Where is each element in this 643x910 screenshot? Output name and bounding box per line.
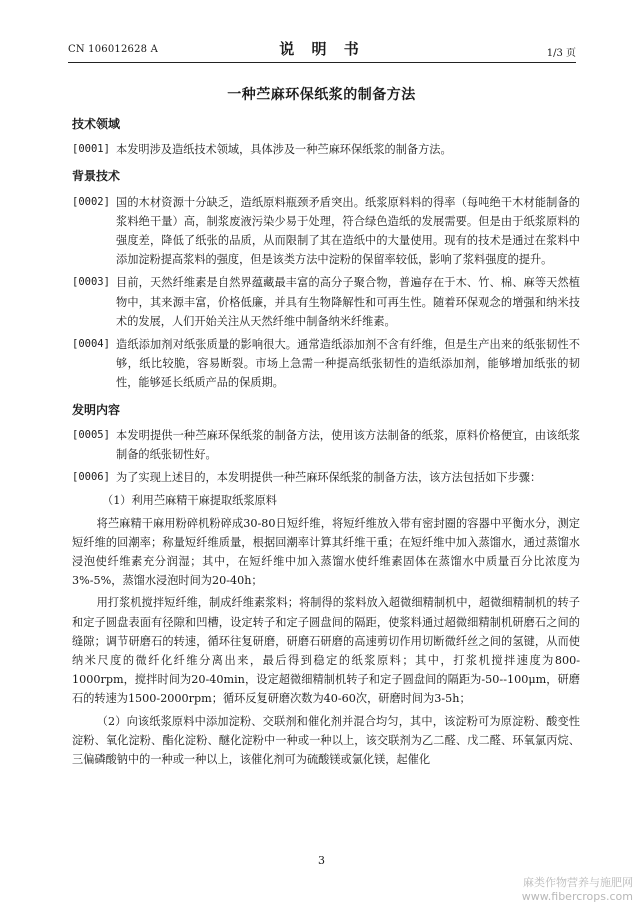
- header-divider: [68, 62, 576, 63]
- patent-number: CN 106012628 A: [68, 44, 159, 55]
- paragraph-number: [0006]: [72, 471, 110, 484]
- document-type: 说 明 书: [279, 40, 365, 58]
- paragraph-number: [0005]: [72, 428, 110, 441]
- section-heading-tech-field: 技术领域: [72, 117, 121, 131]
- step-heading: （1）利用苎麻精干麻提取纸浆原料: [102, 494, 277, 508]
- paragraph: [72, 468, 580, 487]
- paragraph-text: 目前，天然纤维素是自然界蕴藏最丰富的高分子聚合物，普遍存在于木、竹、棉、麻等天然植物中，其来源丰富，价格低廉，并具有生物降解性和可再生性。随着环保观念的增强和纳米技术的发展，人们开始关注从天然纤维中制备纳米纤维素。: [116, 276, 580, 328]
- paragraph-number: [0002]: [72, 195, 110, 208]
- watermark-name: 麻类作物营养与施肥网: [523, 876, 633, 889]
- watermark-url: www.fibercrops.com: [521, 890, 633, 903]
- document-title: 一种苎麻环保纸浆的制备方法: [227, 87, 416, 103]
- paragraph-text: 造纸添加剂对纸张质量的影响很大。通常造纸添加剂不含有纤维，但是生产出来的纸张韧性不够，纸比较脆，容易断裂。市场上急需一种提高纸张韧性的造纸添加剂，能够增加纸张的韧性，能够延长纸质产品的保质期。: [116, 338, 580, 390]
- paragraph: [72, 140, 580, 159]
- paragraph: [72, 273, 580, 331]
- paragraph: [72, 193, 580, 270]
- step-paragraph: 将苎麻精干麻用粉碎机粉碎成30-80日短纤维，将短纤维放入带有密封圈的容器中平衡水分，测定短纤维的回潮率；称量短纤维质量，根据回潮率计算其纤维干重；在短纤维中加入蒸馏水，通过蒸馏水浸泡使纤维素充分润湿；其中，在短纤维中加入蒸馏水使纤维素固体在蒸馏水中质量百分比浓度为3%-5%，蒸馏水浸泡时间为20-40h；: [72, 516, 580, 588]
- paragraph-text: 本发明涉及造纸技术领域，具体涉及一种苎麻环保纸浆的制备方法。: [116, 143, 452, 157]
- page-number: 3: [318, 854, 325, 867]
- paragraph-text: 国的木材资源十分缺乏，造纸原料瓶颈矛盾突出。纸浆原料料的得率（每吨绝干木材能制备的浆料绝干量）高，制浆废液污染少易于处理，符合绿色造纸的发展需要。但是由于纸浆原料的强度差，降低了纸张的品质，从而限制了其在造纸中的大量使用。现有的技术是通过在浆料中添加淀粉提高浆料的强度，但是该类方法中淀粉的保留率较低，影响了浆料强度的提升。: [116, 195, 580, 267]
- page-of-indicator: 1/3 页: [546, 48, 576, 59]
- section-heading-summary: 发明内容: [72, 402, 121, 417]
- paragraph-text: 本发明提供一种苎麻环保纸浆的制备方法，使用该方法制备的纸浆，原料价格便宜，由该纸浆制备的纸张韧性好。: [116, 428, 580, 462]
- paragraph-number: [0004]: [72, 338, 110, 351]
- paragraph-number: [0003]: [72, 276, 110, 289]
- document-body: [72, 115, 580, 772]
- paragraph: [72, 335, 580, 393]
- paragraph-text: 为了实现上述目的，本发明提供一种苎麻环保纸浆的制备方法，该方法包括如下步骤：: [116, 471, 542, 485]
- section-heading-background: 背景技术: [72, 169, 121, 184]
- step-paragraph: 用打浆机搅拌短纤维，制成纤维素浆料；将制得的浆料放入超微细精制机中，超微细精制机的转子和定子圆盘表面有径隙和凹槽，设定转子和定子圆盘间的隔距，使浆料通过超微细精制机研磨石之间的缝隙；调节研磨石的转速，循环往复研磨，研磨石研磨的高速剪切作用切断微纤丝之间的氢键，从而使纳米尺度的微纤化纤维分离出来，最后得到稳定的纸浆原料；其中，打浆机搅拌速度为800-1000rpm，搅拌时间为20-40min，设定超微细精制机转子和定子圆盘间的隔距为-50--100μm，研磨石的转速为1500-2000rpm；循环反复研磨次数为40-60次，研磨时间为3-5h；: [72, 596, 580, 706]
- paragraph: [72, 426, 580, 464]
- step-paragraph: （2）向该纸浆原料中添加淀粉、交联剂和催化剂并混合均匀，其中，该淀粉可为原淀粉、酸变性淀粉、氧化淀粉、酯化淀粉、醚化淀粉中一种或一种以上，该交联剂为乙二醛、戊二醛、环氧氯丙烷、三偏磷酸钠中的一种或一种以上，该催化剂可为硫酸镁或氯化镁，起催化: [72, 714, 580, 767]
- paragraph-number: [0001]: [72, 143, 110, 156]
- site-watermark: [522, 876, 633, 904]
- page-header: [68, 38, 576, 60]
